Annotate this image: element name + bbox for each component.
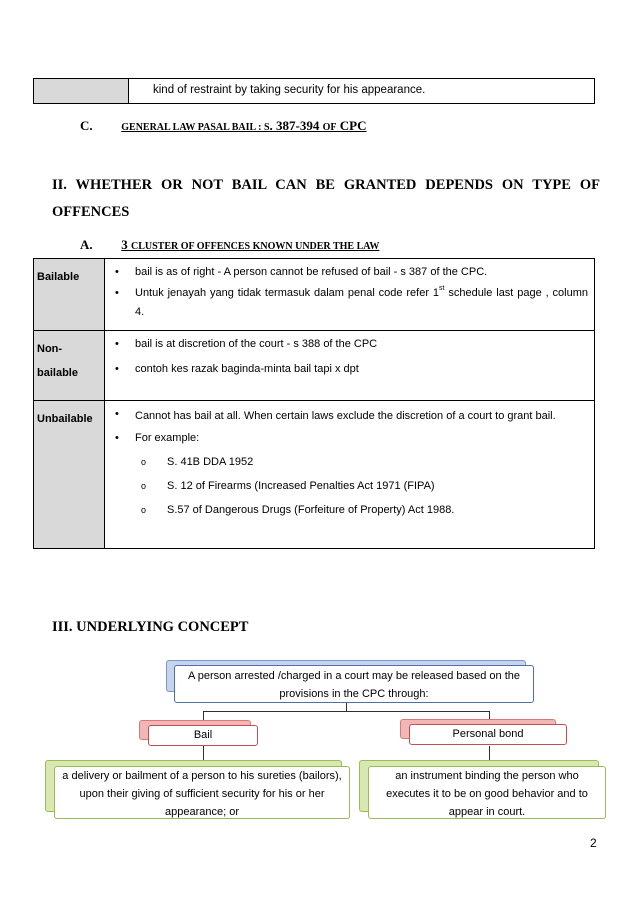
table-row bbox=[34, 331, 595, 401]
section-c-title-part2: . 387-394 bbox=[269, 118, 323, 133]
connector-line bbox=[203, 711, 490, 712]
offences-table bbox=[33, 258, 595, 549]
personal-bond-description: an instrument binding the person who executes it to be on good behavior and to appear in court. bbox=[368, 766, 606, 819]
table-cell-text: kind of restraint by taking security for his appearance. bbox=[153, 84, 426, 96]
section-a-title-part1: 3 bbox=[121, 237, 131, 252]
row-header-non-bailable: Non- bailable bbox=[34, 331, 105, 401]
connector-line bbox=[346, 703, 347, 711]
section-c-title-part1: GENERAL LAW PASAL BAIL : S bbox=[121, 122, 270, 133]
sub-list-item: o S. 12 of Firearms (Increased Penalties Act 1971 (FIPA) bbox=[113, 474, 588, 498]
section-a-title-part2: CLUSTER OF OFFENCES KNOWN UNDER THE LAW bbox=[131, 241, 380, 252]
circle-bullet-icon: o bbox=[141, 505, 147, 515]
bullet-icon: • bbox=[115, 363, 119, 375]
list-item: • contoh kes razak baginda-minta bail tapi x dpt bbox=[113, 360, 588, 379]
bullet-icon: • bbox=[115, 287, 119, 299]
sub-list-item: o S.57 of Dangerous Drugs (Forfeiture of Property) Act 1988. bbox=[113, 498, 588, 522]
list-item: • Untuk jenayah yang tidak termasuk dalam penal code refer 1st schedule last page , column 4. bbox=[113, 284, 588, 322]
list-item: • Cannot has bail at all. When certain laws exclude the discretion of a court to grant bail. bbox=[113, 405, 588, 427]
row-body-unbailable bbox=[105, 401, 595, 549]
circle-bullet-icon: o bbox=[141, 481, 147, 491]
section-ii-heading: II. WHETHER OR NOT BAIL CAN BE GRANTED DEPENDS ON TYPE OF OFFENCES bbox=[52, 177, 600, 220]
row-header-unbailable: Unbailable bbox=[34, 401, 105, 549]
root-box: A person arrested /charged in a court may be released based on the provisions in the CPC through: bbox=[174, 665, 534, 703]
section-c-heading bbox=[80, 118, 367, 134]
personal-bond-box: Personal bond bbox=[409, 724, 567, 745]
table-continuation-row bbox=[33, 78, 595, 104]
section-a-heading bbox=[80, 237, 379, 253]
circle-bullet-icon: o bbox=[141, 457, 147, 467]
section-c-title-part4: CPC bbox=[336, 118, 367, 133]
page-number: 2 bbox=[590, 836, 597, 850]
section-c-title-part3: OF bbox=[322, 122, 337, 133]
bullet-icon: • bbox=[115, 432, 119, 444]
row-header-bailable: Bailable bbox=[34, 259, 105, 331]
table-row bbox=[34, 259, 595, 331]
section-iii-heading: III. UNDERLYING CONCEPT bbox=[52, 619, 249, 635]
table-header-cell bbox=[34, 79, 129, 103]
section-c-label: C. bbox=[80, 118, 93, 133]
bail-box: Bail bbox=[148, 725, 258, 746]
list-item: • For example: bbox=[113, 429, 588, 448]
row-body-bailable bbox=[105, 259, 595, 331]
list-item: • bail is as of right - A person cannot be refused of bail - s 387 of the CPC. bbox=[113, 263, 588, 282]
connector-line bbox=[203, 746, 204, 760]
list-item: • bail is at discretion of the court - s 388 of the CPC bbox=[113, 335, 588, 354]
sub-list-item: o S. 41B DDA 1952 bbox=[113, 450, 588, 474]
row-body-non-bailable bbox=[105, 331, 595, 401]
section-a-label: A. bbox=[80, 237, 93, 252]
connector-line bbox=[489, 746, 490, 760]
bullet-icon: • bbox=[115, 408, 119, 420]
table-row bbox=[34, 401, 595, 549]
bail-description: a delivery or bailment of a person to his sureties (bailors), upon their giving of sufficient security for his or her appearance; or bbox=[54, 766, 350, 819]
bullet-icon: • bbox=[115, 338, 119, 350]
bullet-icon: • bbox=[115, 266, 119, 278]
